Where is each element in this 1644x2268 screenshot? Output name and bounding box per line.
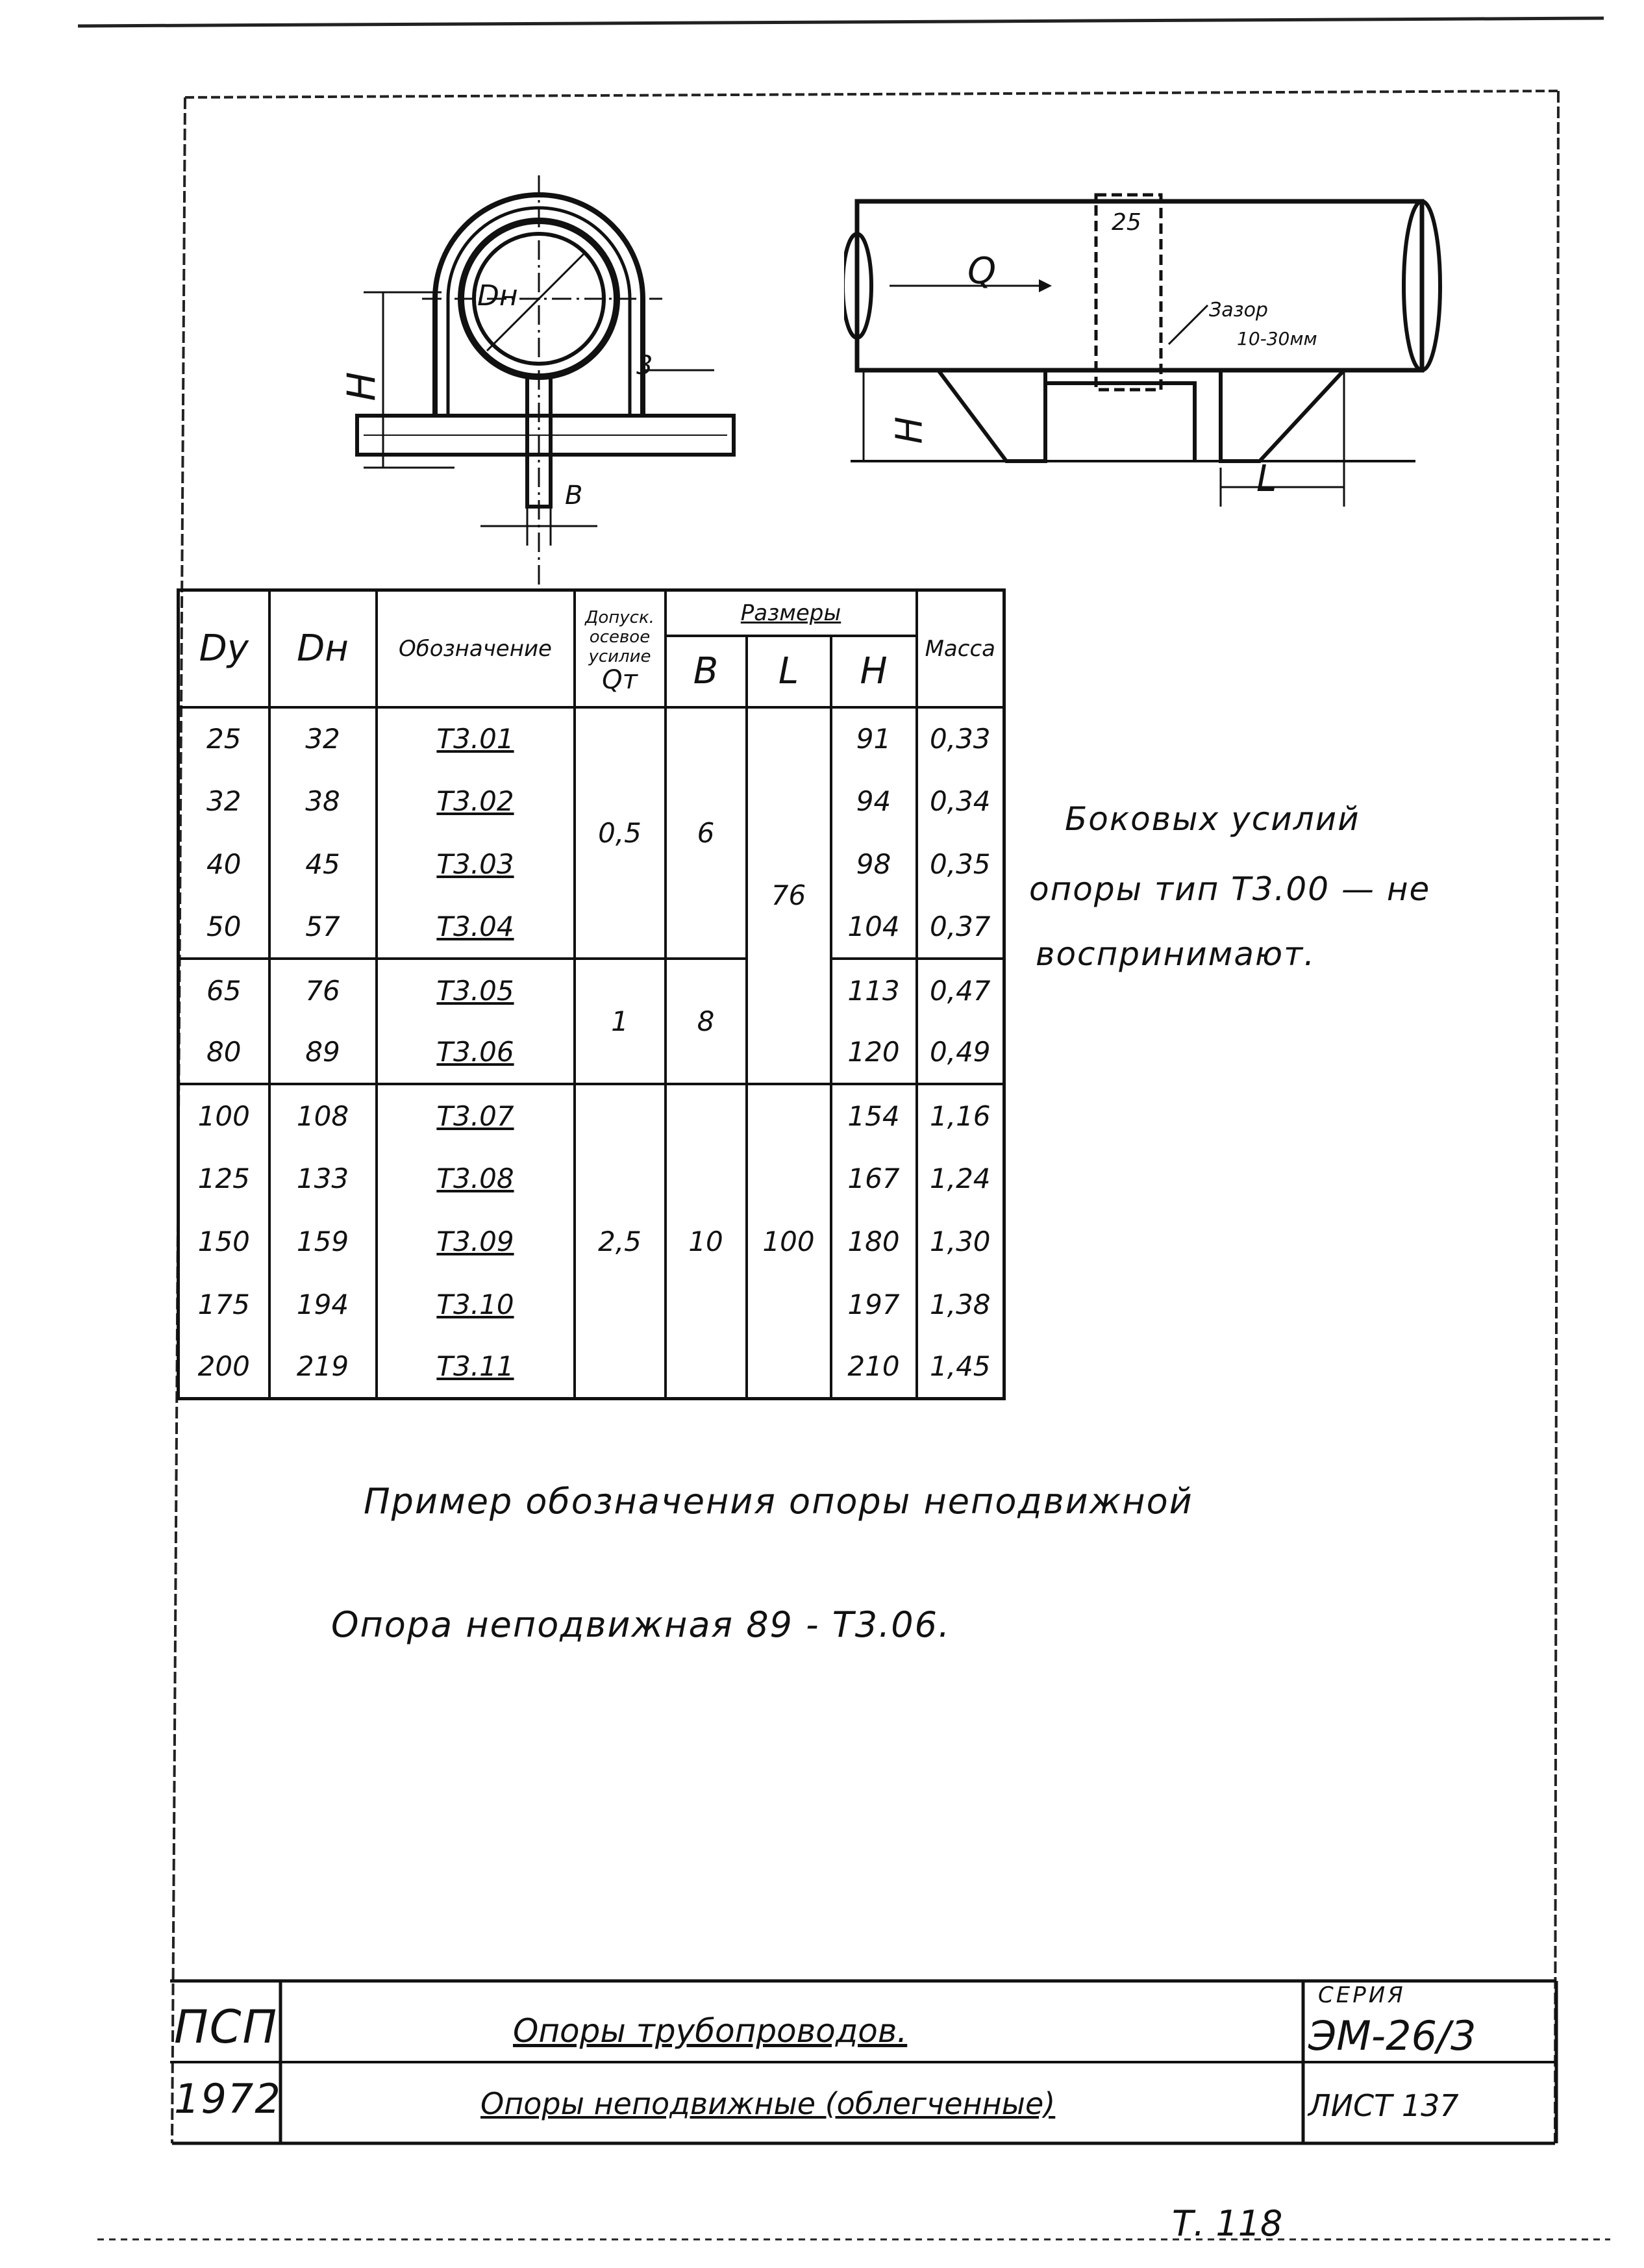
cell-dy: 32 — [179, 770, 269, 833]
cell-mass: 0,49 — [917, 1022, 1004, 1085]
cell-dn: 89 — [269, 1022, 377, 1085]
cell-mass: 0,34 — [917, 770, 1004, 833]
header-designation: Обозначение — [377, 590, 575, 707]
cell-dn: 38 — [269, 770, 377, 833]
tb-title-2: Опоры неподвижные (облегченные) — [480, 2086, 1056, 2121]
cell-h: 94 — [831, 770, 917, 833]
label-dn: Dн — [477, 279, 518, 312]
cell-h: 91 — [831, 707, 917, 770]
pipe-side-view — [844, 175, 1467, 539]
tb-title-1: Опоры трубопроводов. — [513, 2012, 908, 2050]
cell-dn: 108 — [269, 1084, 377, 1147]
tb-sheet: ЛИСТ 137 — [1308, 2088, 1459, 2123]
table-row — [179, 707, 1004, 770]
cell-q-group1: 0,5 — [575, 707, 666, 959]
cell-h: 98 — [831, 833, 917, 896]
cell-q-group3: 2,5 — [575, 1084, 666, 1398]
cell-dy: 100 — [179, 1084, 269, 1147]
label-gap: Зазор — [1209, 299, 1268, 321]
cell-h: 120 — [831, 1022, 917, 1085]
cell-h: 154 — [831, 1084, 917, 1147]
label-h-left: H — [339, 372, 385, 401]
cell-designation: Т3.05 — [377, 959, 575, 1022]
cell-designation: Т3.03 — [377, 833, 575, 896]
cell-mass: 1,30 — [917, 1210, 1004, 1273]
cell-b-group1: 6 — [666, 707, 747, 959]
cell-dy: 125 — [179, 1147, 269, 1210]
spec-table — [177, 588, 1006, 1400]
cell-mass: 0,35 — [917, 833, 1004, 896]
cell-q-group2: 1 — [575, 959, 666, 1085]
cell-dy: 50 — [179, 896, 269, 959]
cell-b-group3: 10 — [666, 1084, 747, 1398]
cell-designation: Т3.07 — [377, 1084, 575, 1147]
cell-mass: 1,38 — [917, 1273, 1004, 1336]
cell-designation: Т3.01 — [377, 707, 575, 770]
cell-dn: 76 — [269, 959, 377, 1022]
cell-dn: 32 — [269, 707, 377, 770]
header-mass: Масса — [917, 590, 1004, 707]
cell-designation: Т3.09 — [377, 1210, 575, 1273]
cell-mass: 0,37 — [917, 896, 1004, 959]
tb-org: ПСП — [174, 2000, 279, 2054]
cell-h: 180 — [831, 1210, 917, 1273]
cell-b-group2: 8 — [666, 959, 747, 1085]
note-side-forces-2: опоры тип Т3.00 — не — [1029, 870, 1431, 908]
header-l: L — [747, 636, 831, 707]
label-3: 3 — [636, 351, 653, 381]
cell-mass: 1,24 — [917, 1147, 1004, 1210]
header-dn: Dн — [269, 590, 377, 707]
cell-dy: 65 — [179, 959, 269, 1022]
cell-dy: 150 — [179, 1210, 269, 1273]
label-l: L — [1256, 458, 1277, 500]
table-row — [179, 1084, 1004, 1147]
cell-designation: Т3.11 — [377, 1336, 575, 1399]
header-sizes: Размеры — [666, 590, 917, 636]
label-25: 25 — [1112, 209, 1141, 236]
cell-mass: 1,16 — [917, 1084, 1004, 1147]
cell-h: 167 — [831, 1147, 917, 1210]
label-height-right: H — [888, 416, 931, 444]
header-dy: Dу — [179, 590, 269, 707]
cell-designation: Т3.08 — [377, 1147, 575, 1210]
cell-dy: 175 — [179, 1273, 269, 1336]
example-value: Опора неподвижная 89 - Т3.06. — [331, 1604, 951, 1645]
cell-dn: 219 — [269, 1336, 377, 1399]
cell-dn: 194 — [269, 1273, 377, 1336]
cell-mass: 1,45 — [917, 1336, 1004, 1399]
cell-dn: 133 — [269, 1147, 377, 1210]
tb-series-label: СЕРИЯ — [1318, 1982, 1406, 2008]
cell-designation: Т3.02 — [377, 770, 575, 833]
header-axial-force-label: Допуск. осевое усилие — [585, 607, 654, 666]
table-row — [179, 959, 1004, 1022]
cell-designation: Т3.10 — [377, 1273, 575, 1336]
tb-year: 1972 — [174, 2075, 282, 2123]
cell-dy: 200 — [179, 1336, 269, 1399]
cell-h: 113 — [831, 959, 917, 1022]
cell-dy: 25 — [179, 707, 269, 770]
cell-l-group1: 76 — [747, 707, 831, 1085]
cell-dy: 80 — [179, 1022, 269, 1085]
header-axial-force — [575, 590, 666, 707]
example-title: Пример обозначения опоры неподвижной — [364, 1481, 1193, 1522]
cell-mass: 0,33 — [917, 707, 1004, 770]
cell-dn: 45 — [269, 833, 377, 896]
cell-l-group3: 100 — [747, 1084, 831, 1398]
note-side-forces-1: Боковых усилий — [1065, 800, 1360, 838]
cell-mass: 0,47 — [917, 959, 1004, 1022]
note-side-forces-3: воспринимают. — [1036, 935, 1316, 973]
tb-series-value: ЭМ-26/3 — [1308, 2012, 1476, 2060]
label-b: B — [565, 481, 583, 510]
cell-designation: Т3.06 — [377, 1022, 575, 1085]
header-h: H — [831, 636, 917, 707]
right-gusset — [1221, 370, 1344, 461]
cell-dn: 159 — [269, 1210, 377, 1273]
cell-h: 197 — [831, 1273, 917, 1336]
label-q: Q — [967, 250, 997, 292]
label-gap-value: 10-30мм — [1237, 328, 1317, 349]
header-axial-force-symbol: Qт — [602, 664, 638, 695]
left-gusset — [938, 370, 1045, 461]
cell-h: 210 — [831, 1336, 917, 1399]
cell-designation: Т3.04 — [377, 896, 575, 959]
cell-h: 104 — [831, 896, 917, 959]
cell-dy: 40 — [179, 833, 269, 896]
page-number: Т. 118 — [1172, 2203, 1283, 2244]
cell-dn: 57 — [269, 896, 377, 959]
header-b: B — [666, 636, 747, 707]
clamp-section-view — [325, 156, 909, 611]
